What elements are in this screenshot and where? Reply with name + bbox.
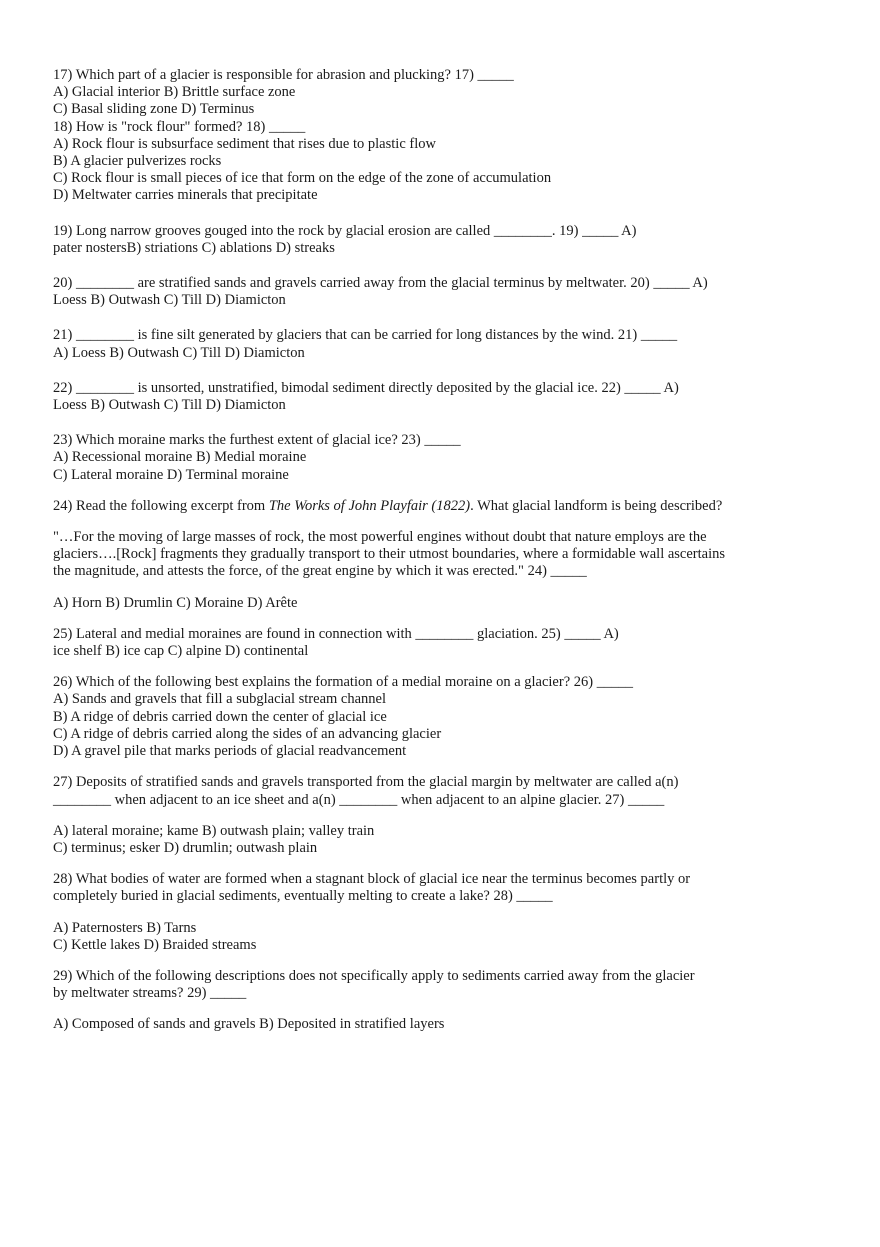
question-23-options-ab: A) Recessional moraine B) Medial moraine <box>53 449 307 466</box>
question-17-stem: 17) Which part of a glacier is responsible for abrasion and plucking? 17) _____ <box>53 67 514 83</box>
question-21 <box>53 327 813 361</box>
question-29-options-ab: A) Composed of sands and gravels B) Deposited in stratified layers <box>53 1016 445 1033</box>
question-18-option-a: A) Rock flour is subsurface sediment that rises due to plastic flow <box>53 135 436 152</box>
question-21-stem: 21) ________ is fine silt generated by glaciers that can be carried for long distances by the wind. 21) _____ <box>53 327 678 344</box>
question-26-option-c: C) A ridge of debris carried along the sides of an advancing glacier <box>53 725 442 742</box>
question-27-options-ab: A) lateral moraine; kame B) outwash plain; valley train <box>53 822 375 839</box>
question-18-option-c: C) Rock flour is small pieces of ice that form on the edge of the zone of accumulation <box>53 170 552 187</box>
question-20-options: Loess B) Outwash C) Till D) Diamicton <box>53 292 286 309</box>
question-18-stem: 18) How is "rock flour" formed? 18) _____ <box>53 118 306 135</box>
question-24-stem <box>53 498 813 515</box>
question-27-stem: 27) Deposits of stratified sands and gravels transported from the glacial margin by meltwater are called a(n) <box>53 774 679 791</box>
question-22 <box>53 380 813 414</box>
question-19-options: pater nostersB) striations C) ablations D) streaks <box>53 239 335 256</box>
question-27-options-cd: C) terminus; esker D) drumlin; outwash plain <box>53 839 318 856</box>
question-17-options-cd: C) Basal sliding zone D) Terminus <box>53 101 255 118</box>
question-25-stem: 25) Lateral and medial moraines are found in connection with ________ glaciation. 25) _____ A) <box>53 625 619 642</box>
question-24-options: A) Horn B) Drumlin C) Moraine D) Arête <box>53 594 298 611</box>
question-20 <box>53 275 813 309</box>
question-24-quote-line: the magnitude, and attests the force, of the great engine by which it was erected." 24) _____ <box>53 563 587 580</box>
question-26-option-d: D) A gravel pile that marks periods of glacial readvancement <box>53 743 407 760</box>
question-21-options: A) Loess B) Outwash C) Till D) Diamicton <box>53 344 305 361</box>
question-26-stem: 26) Which of the following best explains the formation of a medial moraine on a glacier? 26) _____ <box>53 674 633 691</box>
question-27 <box>53 774 813 857</box>
question-28-stem: 28) What bodies of water are formed when a stagnant block of glacial ice near the terminus becomes partly or <box>53 871 691 888</box>
question-24 <box>53 498 813 612</box>
question-28-options-cd: C) Kettle lakes D) Braided streams <box>53 936 257 953</box>
question-18-option-b: B) A glacier pulverizes rocks <box>53 153 222 170</box>
question-23 <box>53 432 813 484</box>
question-24-quote-line: glaciers….[Rock] fragments they gradually transport to their utmost boundaries, where a formidable wall ascertains <box>53 546 726 563</box>
question-29 <box>53 968 813 1034</box>
question-25 <box>53 626 813 660</box>
question-17-options-ab: A) Glacial interior B) Brittle surface zone <box>53 84 296 101</box>
question-26-option-b: B) A ridge of debris carried down the center of glacial ice <box>53 708 387 725</box>
question-25-options: ice shelf B) ice cap C) alpine D) continental <box>53 643 309 660</box>
question-18 <box>53 119 813 205</box>
question-19 <box>53 223 813 257</box>
question-22-stem: 22) ________ is unsorted, unstratified, bimodal sediment directly deposited by the glacial ice. 22) _____ A) <box>53 379 679 396</box>
question-19-stem: 19) Long narrow grooves gouged into the rock by glacial erosion are called ________. 19) _____ A) <box>53 222 637 239</box>
question-24-suffix: . What glacial landform is being described? <box>470 497 723 514</box>
question-28-options-ab: A) Paternosters B) Tarns <box>53 919 197 936</box>
question-29-stem: by meltwater streams? 29) _____ <box>53 985 247 1002</box>
question-28 <box>53 871 813 954</box>
question-29-stem: 29) Which of the following descriptions does not specifically apply to sediments carried away from the glacier <box>53 967 695 984</box>
question-23-options-cd: C) Lateral moraine D) Terminal moraine <box>53 466 289 483</box>
question-26 <box>53 674 813 760</box>
question-18-option-d: D) Meltwater carries minerals that precipitate <box>53 187 318 204</box>
question-20-stem: 20) ________ are stratified sands and gravels carried away from the glacial terminus by meltwater. 20) _____ A) <box>53 275 708 292</box>
question-24-quote-line: "…For the moving of large masses of rock, the most powerful engines without doubt that nature employs are the <box>53 529 707 546</box>
question-23-stem: 23) Which moraine marks the furthest extent of glacial ice? 23) _____ <box>53 432 461 449</box>
question-22-options: Loess B) Outwash C) Till D) Diamicton <box>53 397 286 414</box>
question-17 <box>53 67 813 119</box>
question-27-stem: ________ when adjacent to an ice sheet and a(n) ________ when adjacent to an alpine glacier. 27) _____ <box>53 791 665 808</box>
question-24-prefix: 24) Read the following excerpt from <box>53 497 269 514</box>
question-24-source-title: The Works of John Playfair (1822) <box>268 497 471 514</box>
document-page <box>53 67 813 1034</box>
question-28-stem: completely buried in glacial sediments, eventually melting to create a lake? 28) _____ <box>53 888 553 905</box>
question-26-option-a: A) Sands and gravels that fill a subglacial stream channel <box>53 691 386 708</box>
